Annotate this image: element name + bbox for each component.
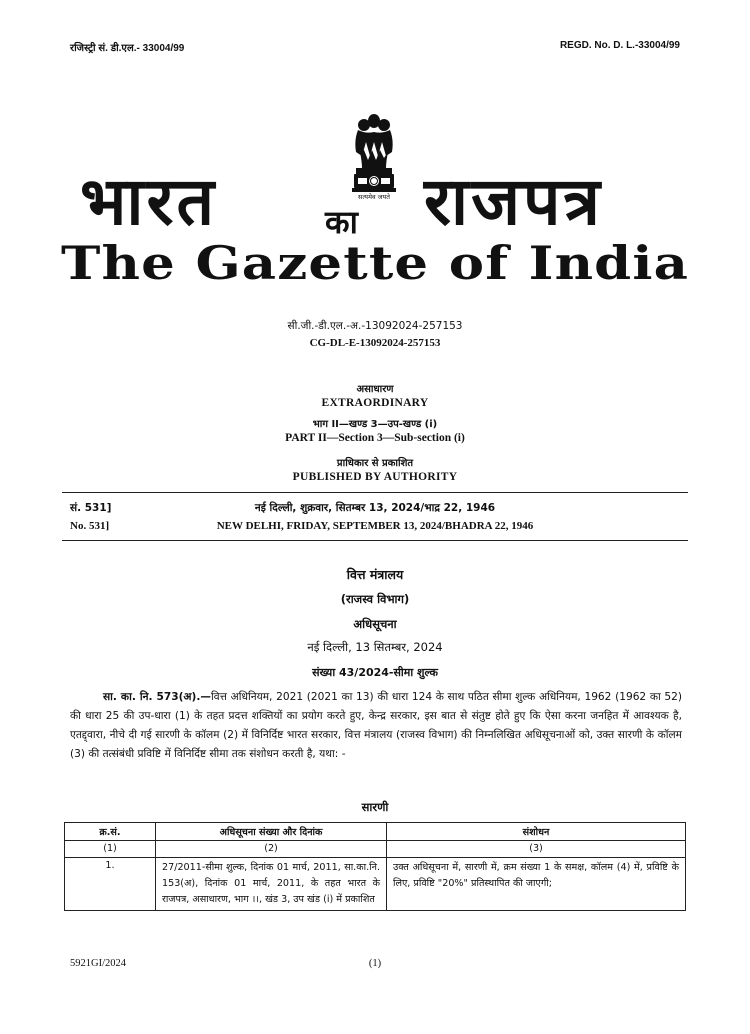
issue-number-english: No. 531] [70, 520, 110, 532]
gazette-title-hindi-ka: का [325, 203, 358, 241]
gazette-title-english: The Gazette of India [60, 236, 690, 290]
gazette-title-hindi-bharat: भारत [80, 162, 218, 240]
table-caption: सारणी [361, 800, 389, 814]
part-section-english: PART II—Section 3—Sub-section (i) [285, 432, 465, 444]
header-amendment: संशोधन [387, 823, 686, 841]
table-row [65, 858, 686, 911]
divider-bottom [62, 540, 688, 541]
published-by-authority-hindi: प्राधिकार से प्रकाशित [336, 458, 414, 469]
notification-body [70, 688, 682, 764]
document-code-english: CG-DL-E-13092024-257153 [309, 337, 441, 349]
schedule-table [64, 822, 686, 911]
column-number-2: (2) [156, 841, 387, 858]
column-number-1: (1) [65, 841, 156, 858]
emblem-motto: सत्यमेव जयते [358, 193, 390, 201]
page-number: (1) [368, 958, 382, 969]
published-by-authority-english: PUBLISHED BY AUTHORITY [292, 471, 458, 483]
row-serial-no: 1. [65, 858, 156, 911]
notification-number: संख्या 43/2024-सीमा शुल्क [312, 666, 438, 679]
header-serial-no: क्र.सं. [65, 823, 156, 841]
issue-date-english: NEW DELHI, FRIDAY, SEPTEMBER 13, 2024/BHADRA 22, 1946 [216, 520, 534, 532]
notification-heading: अधिसूचना [353, 617, 397, 631]
extraordinary-english: EXTRAORDINARY [321, 397, 429, 409]
table-header-row [65, 823, 686, 841]
gsr-number: सा. का. नि. 573(अ).— [103, 691, 211, 703]
document-code-hindi: सी.जी.-डी.एल.-अ.-13092024-257153 [287, 320, 463, 332]
department-name: (राजस्व विभाग) [340, 592, 410, 606]
issue-number-hindi: सं. 531] [70, 502, 112, 514]
header-notification-no-date: अधिसूचना संख्या और दिनांक [156, 823, 387, 841]
part-section-hindi: भाग II—खण्ड 3—उप-खण्ड (i) [312, 419, 438, 430]
footer-code: 5921GI/2024 [70, 958, 126, 969]
extraordinary-hindi: असाधारण [356, 384, 394, 395]
notification-place-date: नई दिल्ली, 13 सितम्बर, 2024 [307, 640, 443, 654]
gazette-title-hindi-rajpatra: राजपत्र [424, 162, 603, 240]
divider-top [62, 492, 688, 493]
ministry-name: वित्त मंत्रालय [346, 567, 404, 582]
row-amendment: उक्त अधिसूचना में, सारणी में, क्रम संख्या 1 के समक्ष, कॉलम (4) में, प्रविष्टि के लिए, प्रविष्टि "20%" प्रतिस्थापित की जाएगी; [387, 858, 686, 911]
table-column-number-row [65, 841, 686, 858]
regd-number-english: REGD. No. D. L.-33004/99 [559, 40, 680, 51]
regd-number-hindi: रजिस्ट्री सं. डी.एल.- 33004/99 [70, 43, 185, 54]
row-notification: 27/2011-सीमा शुल्क, दिनांक 01 मार्च, 2011, सा.का.नि. 153(अ), दिनांक 01 मार्च, 2011, के तहत भारत के राजपत्र, असाधारण, भाग ।।, खंड 3, उप खंड (i) में प्रकाशित [156, 858, 387, 911]
notification-body-text: वित्त अधिनियम, 2021 (2021 का 13) की धारा 124 के साथ पठित सीमा शुल्क अधिनियम, 1962 (1962 का 52) की धारा 25 की उप-धारा (1) के तहत प्रदत्त शक्तियों का प्रयोग करते हुए, केन्द्र सरकार, इस बात से संतुष्ट होते हुए कि ऐसा करना जनहित में आवश्यक है, एतद्द्वारा, नीचे दी गई सारणी के कॉलम (2) में विनिर्दिष्ट भारत सरकार, वित्त मंत्रालय (राजस्व विभाग) की निम्नलिखित अधिसूचनाओं को, उक्त सारणी के कॉलम (3) की तत्संबंधी प्रविष्टि में विनिर्दिष्ट सीमा तक संशोधन करती है, यथा: - [70, 691, 683, 760]
issue-date-hindi: नई दिल्ली, शुक्रवार, सितम्बर 13, 2024/भाद्र 22, 1946 [254, 502, 496, 514]
column-number-3: (3) [387, 841, 686, 858]
